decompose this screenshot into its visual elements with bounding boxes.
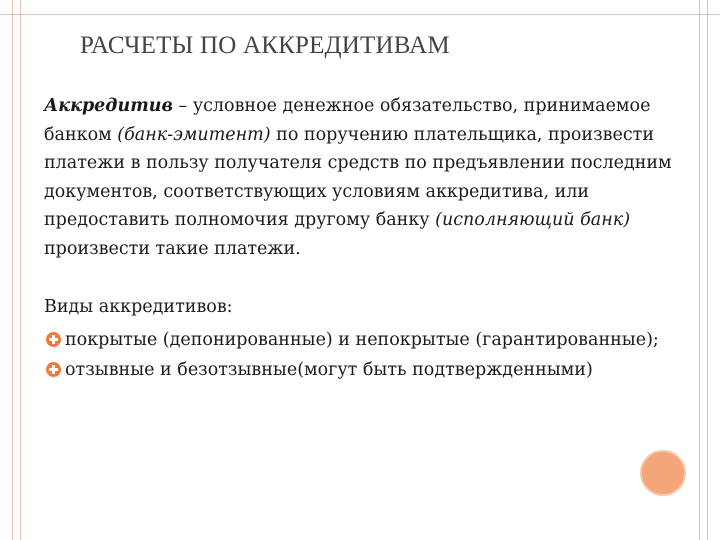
frame-line-right-outer — [707, 0, 708, 540]
issuer-bank-label: (банк-эмитент) — [117, 124, 271, 145]
slide-body — [44, 92, 674, 387]
definition-paragraph — [44, 92, 674, 263]
plus-bullet-icon — [46, 332, 61, 347]
frame-line-left-outer — [12, 0, 13, 540]
frame-line-right-inner — [699, 0, 700, 540]
list-item — [44, 356, 674, 385]
definition-term: Аккредитив — [44, 96, 173, 116]
definition-text-3: произвести такие платежи. — [44, 238, 301, 259]
frame-line-left-inner — [20, 0, 21, 540]
decorative-circle — [640, 450, 686, 496]
types-list — [44, 326, 674, 385]
list-item-text: отзывные и безотзывные(могут быть подтвержденными) — [65, 360, 593, 380]
plus-bullet-icon — [46, 362, 61, 377]
slide-title: РАСЧЕТЫ ПО АККРЕДИТИВАМ — [80, 32, 450, 59]
list-item-text: покрытые (депонированные) и непокрытые (гарантированные); — [65, 329, 659, 350]
frame-line-top — [0, 14, 720, 15]
types-heading: Виды аккредитивов: — [44, 297, 233, 317]
definition-text-1: – условное денежное обязательство, принимаемое банком — [44, 96, 651, 145]
list-item — [44, 326, 674, 355]
executor-bank-label: (исполняющий банк) — [435, 210, 631, 230]
definition-text-2: по поручению плательщика, произвести платежи в пользу получателя средств по предъявлении последним документов, соответствующих условиям аккредитива, или предоставить полномочия другому банку — [44, 124, 672, 230]
